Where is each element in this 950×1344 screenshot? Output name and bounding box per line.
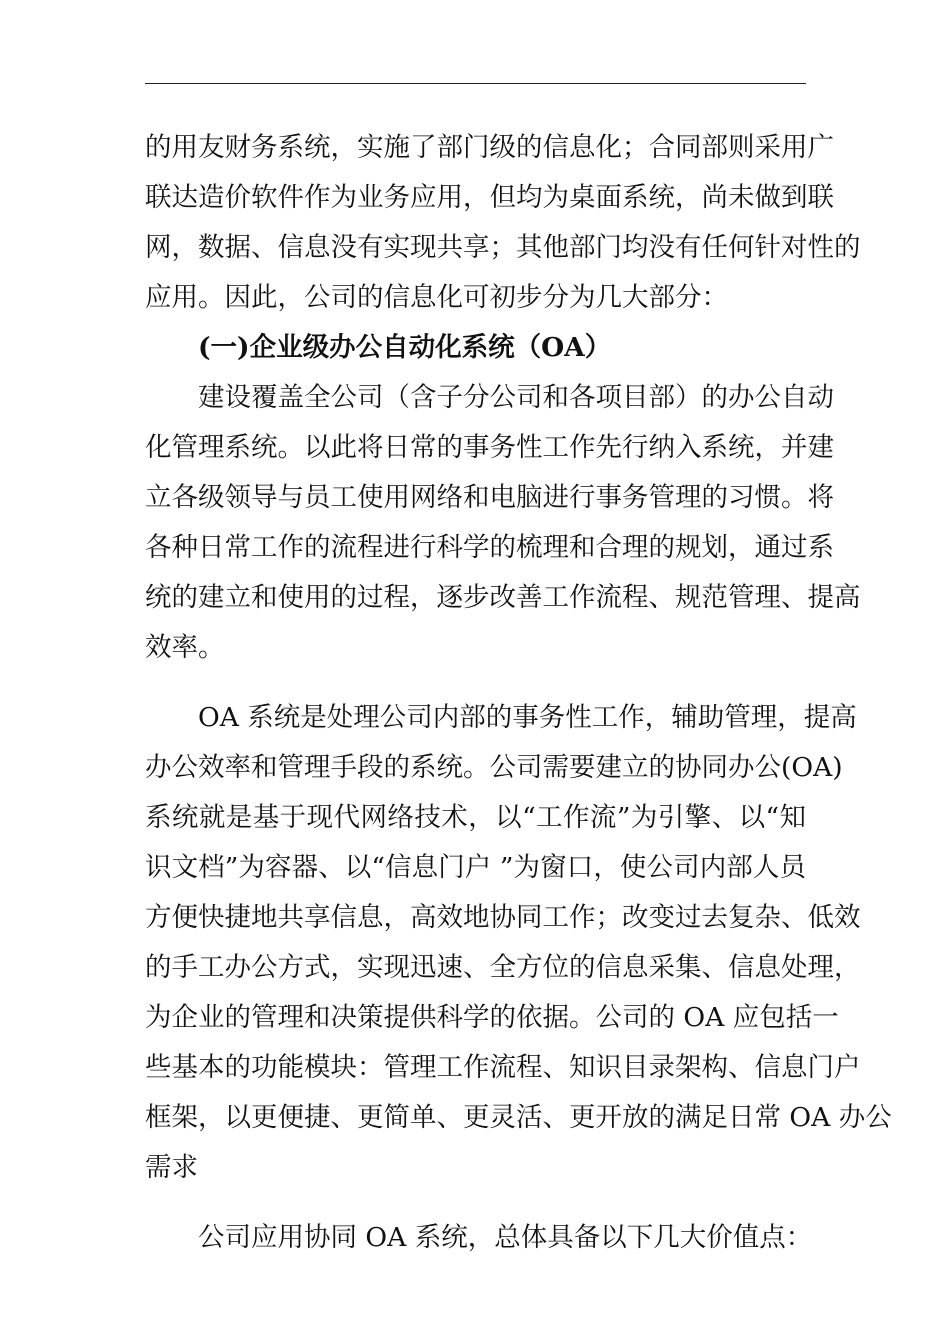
paragraph-line: 联达造价软件作为业务应用，但均为桌面系统，尚未做到联 <box>145 182 834 213</box>
header-rule <box>145 83 806 84</box>
paragraph-line: 办公效率和管理手段的系统。公司需要建立的协同办公(OA) <box>145 752 843 783</box>
paragraph-line: 建设覆盖全公司（含子分公司和各项目部）的办公自动 <box>198 382 834 413</box>
paragraph-line: 的用友财务系统，实施了部门级的信息化；合同部则采用广 <box>145 132 834 163</box>
paragraph-line: 需求 <box>145 1152 198 1183</box>
paragraph-line: 效率。 <box>145 632 225 663</box>
paragraph-line: 立各级领导与员工使用网络和电脑进行事务管理的习惯。将 <box>145 482 834 513</box>
paragraph-line: 方便快捷地共享信息，高效地协同工作；改变过去复杂、低效 <box>145 902 861 933</box>
paragraph-line: 公司应用协同 OA 系统，总体具备以下几大价值点： <box>198 1222 813 1253</box>
document-body <box>145 123 892 1263</box>
paragraph-line: 统的建立和使用的过程，逐步改善工作流程、规范管理、提高 <box>145 582 861 613</box>
paragraph-line: 为企业的管理和决策提供科学的依据。公司的 OA 应包括一 <box>145 1002 839 1033</box>
section-heading: (一)企业级办公自动化系统（OA） <box>198 332 612 363</box>
paragraph-line: 各种日常工作的流程进行科学的梳理和合理的规划，通过系 <box>145 532 834 563</box>
paragraph-line: 化管理系统。以此将日常的事务性工作先行纳入系统，并建 <box>145 432 834 463</box>
paragraph-line: 应用。因此，公司的信息化可初步分为几大部分： <box>145 282 728 313</box>
paragraph-line: OA 系统是处理公司内部的事务性工作，辅助管理，提高 <box>198 702 857 733</box>
paragraph-line: 网，数据、信息没有实现共享；其他部门均没有任何针对性的 <box>145 232 861 263</box>
paragraph-line: 的手工办公方式，实现迅速、全方位的信息采集、信息处理， <box>145 952 861 983</box>
paragraph-line: 些基本的功能模块：管理工作流程、知识目录架构、信息门户 <box>145 1052 861 1083</box>
paragraph-line: 系统就是基于现代网络技术，以“工作流”为引擎、以“知 <box>145 802 806 833</box>
paragraph-line: 框架，以更便捷、更简单、更灵活、更开放的满足日常 OA 办公 <box>145 1102 892 1133</box>
paragraph-line: 识文档”为容器、以“信息门户 ”为窗口，使公司内部人员 <box>145 852 806 883</box>
